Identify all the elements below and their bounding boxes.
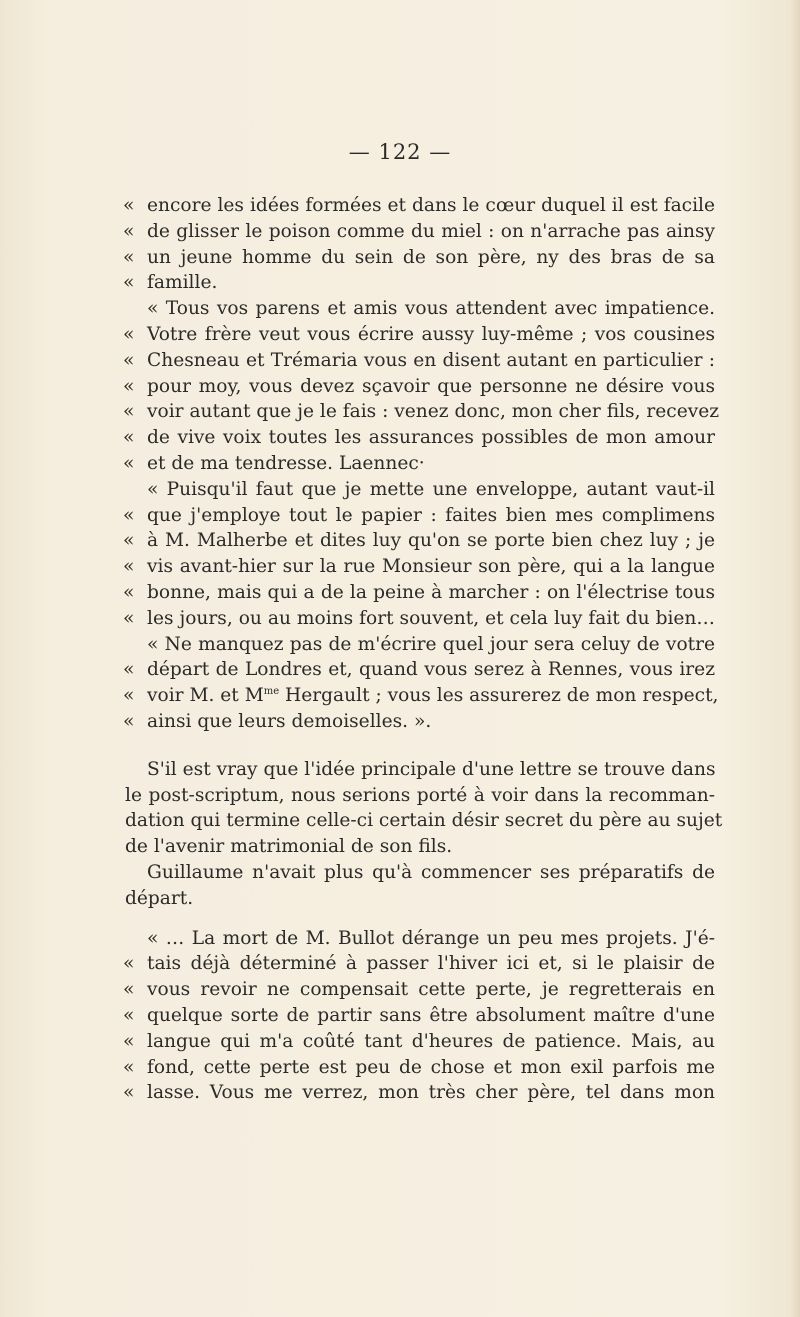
text-line: « vis avant-hier sur la rue Monsieur son père, qui a la langue [125, 554, 715, 580]
quote-mark: « [123, 220, 135, 242]
text-line: « de glisser le poison comme du miel : on n'arrache pas ainsy [125, 219, 715, 245]
text-line: « vous revoir ne compensait cette perte, je regretterais en [125, 977, 715, 1003]
quote-mark: « [123, 710, 135, 732]
text-line: « pour moy, vous devez sçavoir que personne ne désire vous [125, 374, 715, 400]
text-line: de l'avenir matrimonial de son fils. [125, 836, 453, 858]
text-line: « Chesneau et Trémaria vous en disent autant en particulier : [125, 348, 715, 374]
text-line: « de vive voix toutes les assurances possibles de mon amour [125, 425, 715, 451]
text-line: départ. [125, 887, 194, 909]
text-line: « un jeune homme du sein de son père, ny des bras de sa [125, 245, 715, 271]
text-line: « Puisqu'il faut que je mette une enveloppe, autant vaut-il [147, 478, 715, 500]
text-line: Guillaume n'avait plus qu'à commencer ses préparatifs de [147, 861, 715, 883]
quote-mark: « [123, 504, 135, 526]
quote-mark: « [123, 401, 135, 423]
quote-mark: « [123, 607, 135, 629]
text-line: « Votre frère veut vous écrire aussy luy-même ; vos cousines [125, 322, 715, 348]
page-number: — 122 — [348, 140, 452, 164]
text-line: « … La mort de M. Bullot dérange un peu mes projets. J'é- [147, 927, 715, 949]
text-line: « voir M. et $M^{me}$ Hergault ; vous les assurerez de mon respect, [125, 683, 715, 709]
quote-mark: « [123, 323, 135, 345]
quote-mark: « [123, 556, 135, 578]
text-line: « voir autant que je le fais : venez donc, mon cher fils, recevez [125, 399, 715, 425]
page-edge-shadow [790, 0, 800, 1317]
quote-mark: « [123, 195, 135, 216]
superscript: me [263, 685, 280, 697]
text-line: « fond, cette perte est peu de chose et mon exil parfois me [125, 1055, 715, 1081]
text-line: « Tous vos parens et amis vous attendent avec impatience. [147, 298, 715, 320]
text-line: « langue qui m'a coûté tant d'heures de patience. Mais, au [125, 1029, 715, 1055]
quote-mark: « [123, 659, 135, 681]
text-line: « ainsi que leurs demoiselles. ». [125, 709, 715, 735]
text-line: « lasse. Vous me verrez, mon très cher père, tel dans mon [125, 1080, 715, 1106]
quote-mark: « [123, 1004, 135, 1026]
text-line: « que j'employe tout le papier : faites bien mes complimens [125, 503, 715, 529]
text-line: « encore les idées formées et dans le cœur duquel il est facile [125, 193, 715, 219]
text-line: « quelque sorte de partir sans être absolument maître d'une [125, 1003, 715, 1029]
quote-mark: « [123, 979, 135, 1001]
quote-mark: « [123, 349, 135, 371]
text-line: dation qui termine celle-ci certain désir secret du père au sujet [125, 810, 723, 832]
quote-mark: « [123, 1030, 135, 1052]
text-line: « bonne, mais qui a de la peine à marcher : on l'électrise tous [125, 580, 715, 606]
quote-mark: « [123, 1056, 135, 1078]
quote-mark: « [123, 685, 135, 707]
quote-mark: « [123, 581, 135, 603]
text-line: « les jours, ou au moins fort souvent, et cela luy fait du bien… [125, 606, 715, 632]
text-line: « tais déjà déterminé à passer l'hiver ici et, si le plaisir de [125, 951, 715, 977]
body-text [123, 193, 723, 1106]
text-line: S'il est vray que l'idée principale d'une lettre se trouve dans [147, 758, 716, 780]
text-line: « famille. [125, 270, 715, 296]
quote-mark: « [123, 530, 135, 552]
quote-mark: « [123, 953, 135, 975]
quote-mark: « [123, 452, 135, 474]
quote-mark: « [123, 1082, 135, 1104]
quote-mark: « [123, 272, 135, 294]
quote-mark: « [123, 427, 135, 449]
text-line: « départ de Londres et, quand vous serez à Rennes, vous irez [125, 657, 715, 683]
quote-mark: « [123, 375, 135, 397]
quote-mark: « [123, 246, 135, 268]
text-line: « et de ma tendresse. Laennec· [125, 451, 715, 477]
text-line: « Ne manquez pas de m'écrire quel jour sera celuy de votre [147, 633, 715, 655]
text-line: le post-scriptum, nous serions porté à voir dans la recomman- [125, 784, 715, 806]
text-line: « à M. Malherbe et dites luy qu'on se porte bien chez luy ; je [125, 528, 715, 554]
